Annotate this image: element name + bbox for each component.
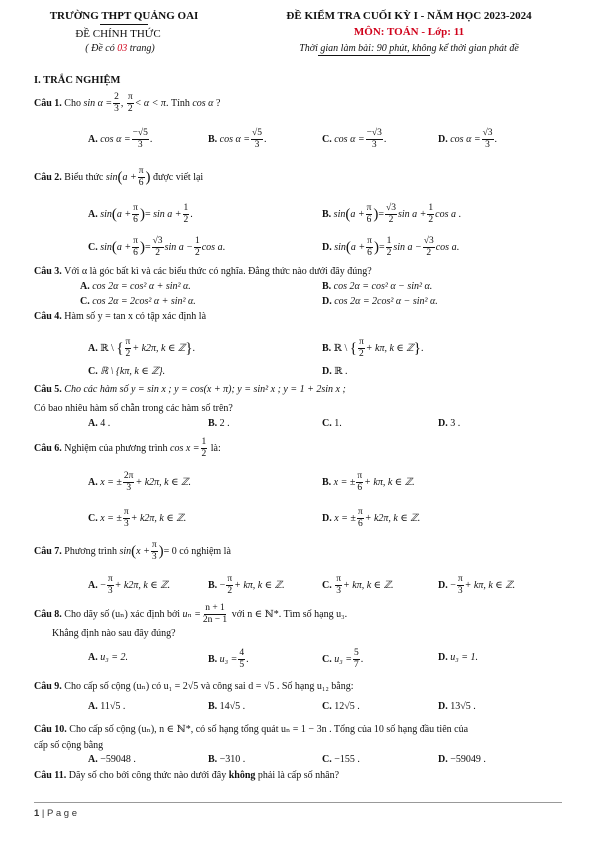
option-label: B.: [208, 579, 218, 591]
option-label: C.: [322, 653, 332, 665]
q-text: Cho cấp số cộng (uₙ) có u₁ = 2√5 và công sai d = √5 . Số hạng u₁₂ bằng:: [64, 681, 354, 692]
q-text: Cho: [64, 97, 81, 109]
q7-option-d[interactable]: D. − $\frac{\pi}{3}$ + kπ, k ∈ ℤ.: [438, 574, 516, 596]
option-text: 2 .: [219, 418, 230, 429]
option-label: D.: [438, 579, 448, 591]
q5-option-c[interactable]: [322, 418, 342, 429]
option-text: 14√5 .: [219, 701, 246, 712]
option-label: C.: [88, 366, 98, 377]
question-6: Câu 6. Nghiệm của phương trình cos x = $\frac{1}{2}$ là:: [34, 437, 221, 459]
q-number: Câu 10.: [34, 724, 67, 735]
option-label: B.: [322, 208, 332, 220]
q9-option-b[interactable]: [208, 701, 245, 712]
q3-option-a[interactable]: [80, 281, 191, 292]
option-label: A.: [88, 652, 98, 663]
q10-option-c[interactable]: [322, 754, 360, 765]
q-text: Cho các hàm số y = sin x ; y = cos(x + π); y = sin² x ; y = 1 + 2sin x ;: [64, 384, 346, 395]
option-label: C.: [322, 701, 332, 712]
q1-option-a[interactable]: A. cos α = $\frac{-√5}{3}$ .: [88, 128, 153, 150]
subject-title: MÔN: TOÁN - Lớp: 11: [353, 26, 465, 38]
option-label: B.: [208, 133, 218, 145]
q6-option-c[interactable]: C. x = ± $\frac{\pi}{3}$ + k2π, k ∈ ℤ.: [88, 507, 187, 529]
q-text: Hàm số y = tan x có tập xác định là: [64, 311, 207, 322]
option-label: A.: [88, 342, 98, 354]
q8-option-a[interactable]: [88, 652, 128, 663]
q8-option-c[interactable]: C. u₃ = $\frac{5}{7}$ .: [322, 648, 364, 670]
footer-rule: [34, 802, 562, 803]
option-text: 13√5 .: [450, 701, 476, 712]
option-label: A.: [88, 133, 98, 145]
option-label: A.: [88, 754, 98, 765]
option-text: −59049 .: [450, 754, 486, 765]
option-text: cos 2α = 2cos² α − sin² α.: [334, 296, 438, 307]
q2-option-d[interactable]: D. sin(a + $\frac{\pi}{6}$ )= $\frac{1}{2}$ sin a − $\frac{√3}{2}$ cos a.: [322, 236, 460, 258]
option-text: u₃ = 1.: [450, 652, 478, 663]
question-7: Câu 7. Phương trình sin(x + $\frac{\pi}{3}$ )= 0 có nghiệm là: [34, 540, 231, 562]
page-count: [85, 43, 154, 54]
option-label: A.: [88, 418, 98, 429]
q3-option-b[interactable]: [322, 281, 432, 292]
option-text: cos 2α = cos² α + sin² α.: [92, 281, 191, 292]
q9-option-a[interactable]: [88, 701, 125, 712]
q6-option-a[interactable]: A. x = ± $\frac{2\pi}{3}$ + k2π, k ∈ ℤ.: [88, 471, 191, 493]
option-label: D.: [438, 652, 448, 663]
option-label: A.: [88, 208, 98, 220]
option-text: −310 .: [219, 754, 246, 765]
option-label: C.: [322, 754, 332, 765]
q1-option-b[interactable]: B. cos α = $\frac{√5}{3}$ .: [208, 128, 267, 150]
header-underline-right: [318, 55, 430, 56]
option-label: B.: [322, 342, 332, 354]
q-number: Câu 5.: [34, 384, 62, 395]
option-label: D.: [438, 133, 448, 145]
question-10-line2: cấp số cộng bằng: [34, 740, 104, 751]
option-label: C.: [322, 133, 332, 145]
question-9: [34, 681, 354, 692]
q2-option-a[interactable]: A. sin(a + $\frac{\pi}{6}$ )= sin a + $\frac{1}{2}$ .: [88, 203, 193, 225]
option-text: ℝ \ {kπ, k ∈ ℤ}.: [100, 366, 166, 377]
option-text: u₃ = 2.: [100, 652, 128, 663]
q9-option-d[interactable]: [438, 701, 476, 712]
option-label: B.: [208, 653, 218, 665]
option-label: D.: [438, 418, 448, 429]
q3-option-c[interactable]: [80, 296, 196, 307]
q-text-bold: không: [228, 770, 256, 781]
exam-title: ĐỀ KIỂM TRA CUỐI KỲ I - NĂM HỌC 2023-2024: [286, 10, 532, 22]
option-text: −59048 .: [100, 754, 136, 765]
q-number: Câu 3.: [34, 266, 62, 277]
pages-prefix: ( Đề có: [85, 43, 118, 54]
q5-option-d[interactable]: [438, 418, 460, 429]
option-text: ℝ .: [334, 366, 348, 377]
option-text: −155 .: [334, 754, 360, 765]
option-label: A.: [88, 476, 98, 488]
q-number: Câu 1.: [34, 97, 62, 109]
q-number: Câu 4.: [34, 311, 62, 322]
q4-option-c[interactable]: [88, 366, 165, 377]
option-text: cos 2α = 2cos² α + sin² α.: [92, 296, 196, 307]
option-label: C.: [88, 512, 98, 524]
q-text-2: với n ∈ ℕ*. Tìm số hạng u₃.: [231, 608, 348, 620]
q-text-2: là:: [210, 442, 221, 454]
q4-option-b[interactable]: B. ℝ \ { $\frac{\pi}{2}$ + kπ, k ∈ ℤ}.: [322, 337, 424, 359]
q-text: Biểu thức: [64, 171, 104, 183]
official-label: ĐỀ CHÍNH THỨC: [75, 28, 161, 40]
q5-option-b[interactable]: [208, 418, 230, 429]
q8-option-b[interactable]: B. u₃ = $\frac{4}{5}$ .: [208, 648, 249, 670]
q-number: Câu 2.: [34, 171, 62, 183]
question-8-line2: Khẳng định nào sau đây đúng?: [52, 628, 176, 639]
q9-option-c[interactable]: [322, 701, 360, 712]
q6-option-b[interactable]: B. x = ± $\frac{\pi}{6}$ + kπ, k ∈ ℤ.: [322, 471, 415, 493]
q-text: Cho dãy số (uₙ) xác định bởi: [64, 608, 181, 620]
question-8: Câu 8. Cho dãy số (uₙ) xác định bởi uₙ = $\frac{n + 1}{2n - 1}$ với n ∈ ℕ*. Tìm số hạng u₃.: [34, 603, 348, 625]
header-underline: [100, 24, 148, 25]
q7-option-c[interactable]: C. $\frac{\pi}{3}$ + kπ, k ∈ ℤ.: [322, 574, 394, 596]
option-label: D.: [322, 241, 332, 253]
option-label: A.: [88, 701, 98, 712]
option-text: 12√5 .: [334, 701, 360, 712]
option-text: cos 2α = cos² α − sin² α.: [333, 281, 433, 292]
option-label: A.: [80, 281, 90, 292]
option-label: C.: [88, 241, 98, 253]
q-text: Với α là góc bất kì và các biểu thức có nghĩa. Đẳng thức nào dưới đây đúng?: [64, 266, 372, 277]
q-number: Câu 7.: [34, 545, 62, 557]
q-text-2: được viết lại: [153, 171, 204, 183]
q-text-2: . Tính: [165, 97, 190, 109]
option-text: 11√5 .: [100, 701, 126, 712]
page-number: 1: [34, 808, 40, 819]
option-label: B.: [208, 418, 218, 429]
question-1: Câu 1. Cho sin α = $\frac{2}{3}$ , $\frac{\pi}{2}$ < α < π. Tính cos α ?: [34, 92, 221, 114]
q4-option-a[interactable]: A. ℝ \ { $\frac{\pi}{2}$ + k2π, k ∈ ℤ}.: [88, 337, 196, 359]
q-text: Cho cấp số cộng (uₙ), n ∈ ℕ*, có số hạng tổng quát uₙ = 1 − 3n . Tổng của 10 số hạng đầu tiên của: [69, 724, 469, 735]
question-10: [34, 724, 468, 735]
q-text-2: phải là cấp số nhân?: [257, 770, 340, 781]
q7-option-b[interactable]: B. − $\frac{\pi}{2}$ + kπ, k ∈ ℤ.: [208, 574, 285, 596]
q-number: Câu 6.: [34, 442, 62, 454]
q3-option-d[interactable]: [322, 296, 438, 307]
q-text: Dãy số cho bởi công thức nào dưới đây: [68, 770, 227, 781]
pages-number: 03: [117, 43, 128, 54]
q-text: Nghiệm của phương trình: [64, 442, 168, 454]
option-label: B.: [208, 754, 218, 765]
page-label: P a g e: [47, 808, 77, 819]
option-label: D.: [322, 366, 332, 377]
option-label: A.: [88, 579, 98, 591]
q6-option-d[interactable]: D. x = ± $\frac{\pi}{6}$ + k2π, k ∈ ℤ.: [322, 507, 421, 529]
q1-option-c[interactable]: C. cos α = $\frac{-√3}{3}$ .: [322, 128, 387, 150]
option-label: B.: [322, 476, 332, 488]
q10-option-a[interactable]: [88, 754, 136, 765]
q5-option-a[interactable]: [88, 418, 110, 429]
school-name: TRƯỜNG THPT QUẢNG OAI: [49, 10, 199, 22]
q-number: Câu 11.: [34, 770, 67, 781]
pages-suffix: trang): [127, 43, 155, 54]
question-5: [34, 384, 346, 395]
option-label: C.: [322, 579, 332, 591]
q10-option-b[interactable]: [208, 754, 245, 765]
option-label: D.: [322, 296, 332, 307]
option-label: D.: [322, 512, 332, 524]
option-label: C.: [80, 296, 90, 307]
question-2: Câu 2. Biểu thức sin(a + $\frac{\pi}{6}$ ) được viết lại: [34, 166, 204, 188]
q4-option-d[interactable]: [322, 366, 348, 377]
section-title: I. TRẮC NGHIỆM: [34, 75, 121, 86]
q-text: Phương trình: [64, 545, 117, 557]
option-text: 4 .: [100, 418, 111, 429]
q1-option-d[interactable]: D. cos α = $\frac{√3}{3}$ .: [438, 128, 498, 150]
question-11: [34, 770, 339, 781]
option-label: B.: [322, 281, 332, 292]
question-3: [34, 266, 372, 277]
option-text: 1.: [334, 418, 342, 429]
page-footer: 1 | P a g e: [34, 808, 77, 819]
time-note: Thời gian làm bài: 90 phút, không kể thời gian phát đề: [299, 43, 519, 54]
q8-option-d[interactable]: [438, 652, 478, 663]
q2-option-b[interactable]: B. sin(a + $\frac{\pi}{6}$ )= $\frac{√3}{2}$ sin a + $\frac{1}{2}$ cos a .: [322, 203, 462, 225]
option-label: D.: [438, 701, 448, 712]
q10-option-d[interactable]: [438, 754, 486, 765]
question-4: [34, 311, 206, 322]
option-text: 3 .: [450, 418, 461, 429]
option-label: C.: [322, 418, 332, 429]
option-label: B.: [208, 701, 218, 712]
q-text-2: = 0 có nghiệm là: [163, 545, 231, 557]
option-label: D.: [438, 754, 448, 765]
q7-option-a[interactable]: A. − $\frac{\pi}{3}$ + k2π, k ∈ ℤ.: [88, 574, 171, 596]
q-number: Câu 8.: [34, 608, 62, 620]
question-5-line2: Có bao nhiêu hàm số chẵn trong các hàm số trên?: [34, 403, 233, 414]
q-number: Câu 9.: [34, 681, 62, 692]
q2-option-c[interactable]: C. sin(a + $\frac{\pi}{6}$ )= $\frac{√3}{2}$ sin a − $\frac{1}{2}$ cos a.: [88, 236, 226, 258]
